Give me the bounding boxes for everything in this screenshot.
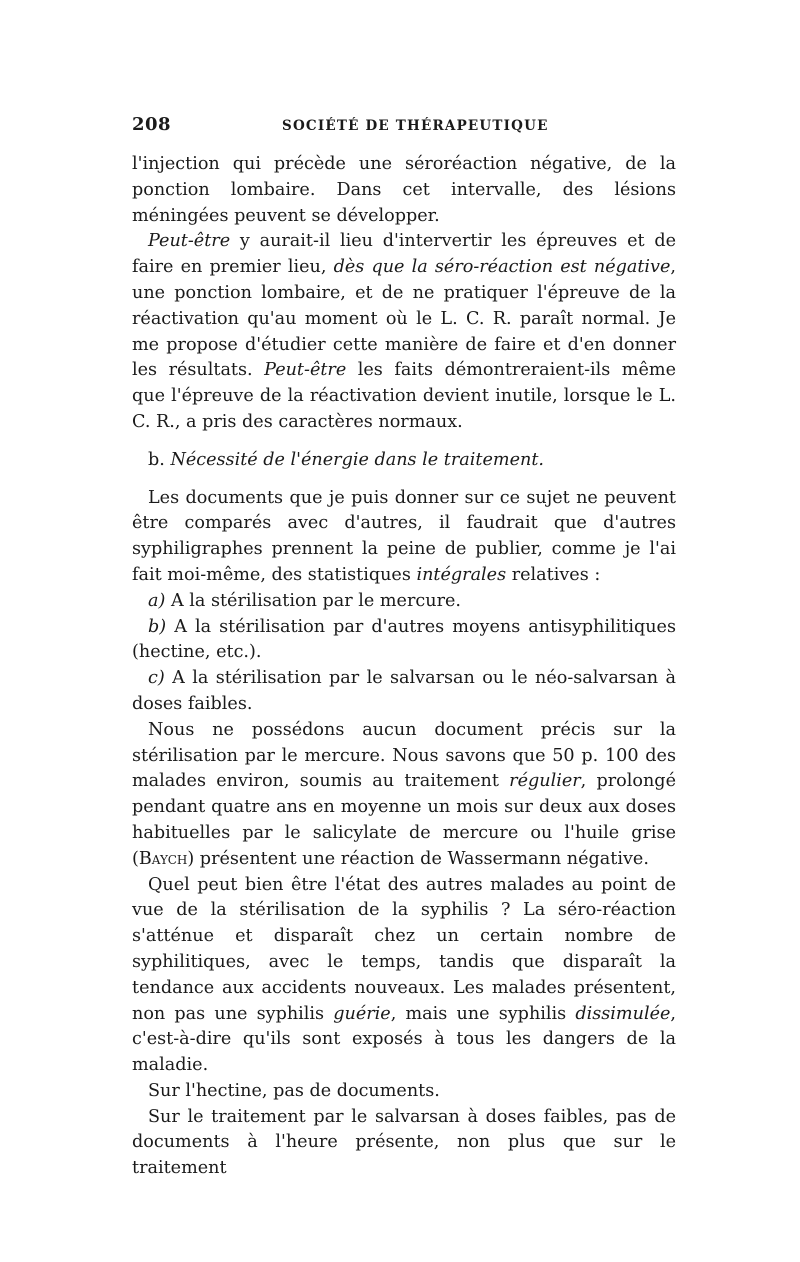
paragraph: Peut-être y aurait-il lieu d'intervertir les épreuves et de faire en premier lieu, dès que la séro-réaction est négative, une ponction lombaire, et de ne pratiquer l'épreuve de la réactivation qu'au moment où le L. C. R. paraît normal. Je me propose d'étudier cette manière de faire et d'en donner les résultats. Peut-être les faits démontreraient-ils même que l'épreuve de la réactivation devient inutile, lorsque le L. C. R., a pris des caractères normaux. xyxy=(132,231,677,432)
paragraph: Les documents que je puis donner sur ce sujet ne peuvent être comparés avec d'autres, il faudrait que d'autres syphiligraphes prennent la peine de publier, comme je l'ai fait moi-même, des statistiques intégrales relatives : xyxy=(132,487,676,585)
running-title: SOCIÉTÉ DE THÉRAPEUTIQUE xyxy=(282,118,549,134)
paragraph: Sur le traitement par le salvarsan à doses faibles, pas de documents à l'heure présente, non plus que sur le traitement xyxy=(132,1106,676,1179)
list-item: c) A la stérilisation par le salvarsan ou le néo-salvarsan à doses faibles. xyxy=(132,668,676,714)
list-item: a) A la stérilisation par le mercure. xyxy=(148,590,461,611)
body-text xyxy=(132,152,676,1182)
page-header xyxy=(132,114,676,144)
paragraph: l'injection qui précède une séroréaction négative, de la ponction lombaire. Dans cet intervalle, des lésions méningées peuvent se développer. xyxy=(132,154,676,226)
paragraph: Sur l'hectine, pas de documents. xyxy=(148,1080,440,1101)
paragraph: Quel peut bien être l'état des autres malades au point de vue de la stérilisation de la syphilis ? La séro-réaction s'atténue et disparaît chez un certain nombre de syphilitiques, avec le temps, tandis que disparaît la tendance aux accidents nouveaux. Les malades présentent, non pas une syphilis guérie, mais une syphilis dissimulée, c'est-à-dire qu'ils sont exposés à tous les dangers de la maladie. xyxy=(132,874,676,1076)
section-heading: b. Nécessité de l'énergie dans le traitement. xyxy=(148,449,544,470)
list-item: b) A la stérilisation par d'autres moyens antisyphilitiques (hectine, etc.). xyxy=(132,616,676,663)
paragraph: Nous ne possédons aucun document précis sur la stérilisation par le mercure. Nous savons que 50 p. 100 des malades environ, soumis au traitement régulier, prolongé pendant quatre ans en moyenne un mois sur deux aux doses habituelles par le salicylate de mercure ou l'huile grise (Baych) présentent une réaction de Wassermann négative. xyxy=(132,719,676,869)
page-number: 208 xyxy=(132,114,172,135)
